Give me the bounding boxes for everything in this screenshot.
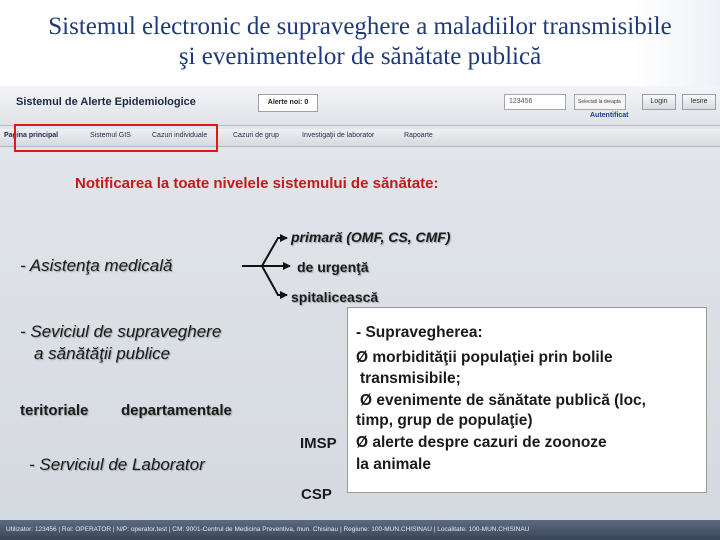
notification-heading: Notificarea la toate nivelele sistemului de sănătate: xyxy=(75,175,439,192)
new-alerts-button[interactable]: Alerte noi: 0 xyxy=(258,94,318,112)
bullet-zoonoses: Ø alerte despre cazuri de zoonoze xyxy=(356,434,607,451)
menu-item-gis[interactable]: Sistemul GIS xyxy=(90,132,131,139)
logout-button[interactable]: Iesire xyxy=(682,94,716,110)
menu-item-reports[interactable]: Rapoarte xyxy=(404,132,433,139)
bullet-public-health-events-cont: timp, grup de populaţie) xyxy=(356,412,533,429)
menu-highlight-box xyxy=(14,124,218,152)
hospital-care-label: spitalicească xyxy=(291,289,379,305)
csp-label: CSP xyxy=(301,486,332,503)
authenticated-link[interactable]: Autentificat xyxy=(590,112,629,119)
status-bar: Utilizator: 123456 | Rol: OPERATOR | N/P: operator,test | CM: 9001-Centrul de Medicina Preventiva, mun. Chisinau | Regiune: 100-MUN.CHISINAU | Localitate: 100-MUN.CHISINAU xyxy=(0,520,720,540)
app-title: Sistemul de Alerte Epidemiologice xyxy=(16,96,196,108)
slide-title-line1: Sistemul electronic de supraveghere a maladiilor transmisibile xyxy=(48,13,672,40)
medical-assistance-label: - Asistenţa medicală xyxy=(20,256,173,275)
username-field[interactable]: 123456 xyxy=(504,94,566,110)
primary-care-label: primară (OMF, CS, CMF) xyxy=(291,229,451,245)
emergency-care-label: de urgenţă xyxy=(297,259,369,275)
imsp-label: IMSP xyxy=(300,435,337,452)
slide-title xyxy=(0,0,720,88)
login-button[interactable]: Login xyxy=(642,94,676,110)
bullet-surveillance: - Supravegherea: xyxy=(356,324,483,341)
slide-title-line2: şi evenimentelor de sănătate publică xyxy=(178,43,542,70)
territorial-label: teritoriale xyxy=(20,402,89,419)
departmental-label: departamentale xyxy=(121,402,232,419)
surveillance-service-label-1: - Seviciul de supraveghere xyxy=(20,322,222,341)
surveillance-bullet-box xyxy=(347,307,707,493)
app-header xyxy=(0,86,720,126)
menu-item-home[interactable]: Pagina principal xyxy=(4,132,59,139)
surveillance-service-label-2: a sănătăţii publice xyxy=(34,344,171,363)
laboratory-service-label: - Serviciul de Laborator xyxy=(29,455,205,474)
bullet-morbidity: Ø morbidităţii populaţiei prin bolile xyxy=(356,349,613,366)
role-select[interactable]: Selectati la dreapta xyxy=(574,94,626,110)
menu-item-lab-investigations[interactable]: Investigaţii de laborator xyxy=(302,132,375,139)
bullet-zoonoses-cont: la animale xyxy=(356,456,431,473)
bullet-public-health-events: Ø evenimente de sănătate publică (loc, xyxy=(360,392,646,409)
menu-item-group-cases[interactable]: Cazuri de grup xyxy=(233,132,279,139)
bullet-morbidity-cont: transmisibile; xyxy=(360,370,461,387)
menu-item-individual-cases[interactable]: Cazuri individuale xyxy=(152,132,208,139)
